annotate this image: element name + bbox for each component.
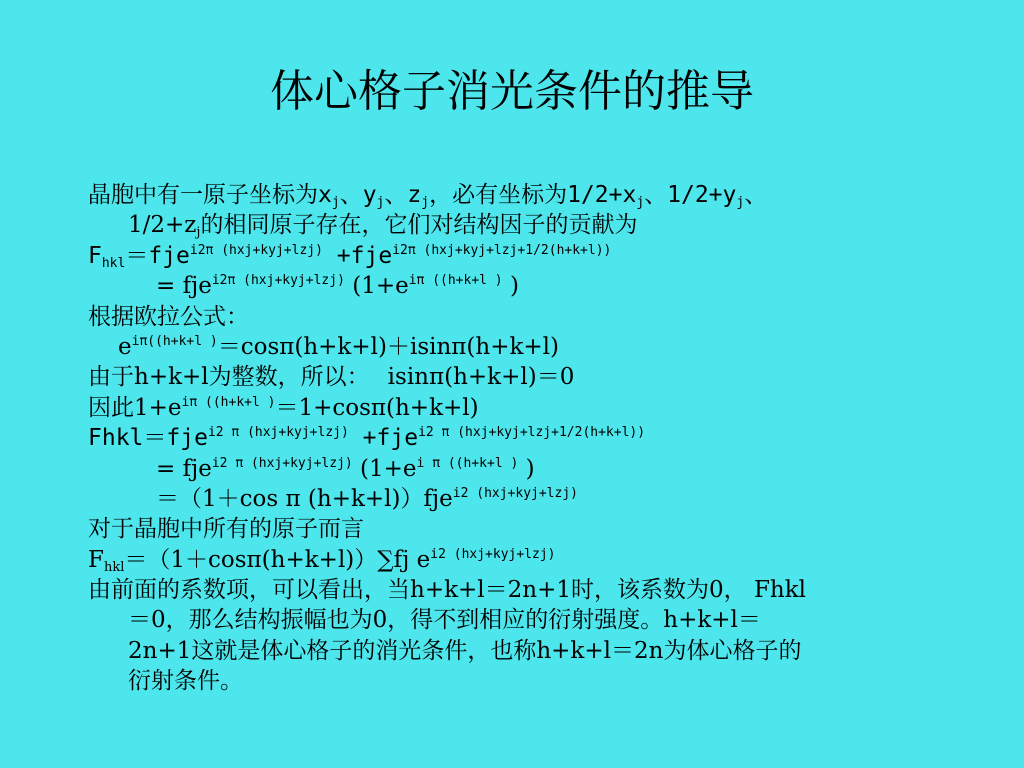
superscript: i2π (hxj+kyj+lzj) — [189, 242, 323, 258]
text: (1+e — [344, 273, 409, 300]
superscript: iπ ((h+k+l ) — [408, 273, 503, 289]
text: 根据欧拉公式： — [88, 303, 249, 330]
superscript: i2 (hxj+kyj+lzj) — [452, 485, 578, 501]
text: 、 — [744, 182, 768, 208]
text: ＝1+cosπ(h+k+l) — [275, 394, 479, 421]
superscript: i2 (hxj+kyj+lzj) — [430, 546, 556, 562]
subscript: j — [736, 195, 745, 210]
text: 由前面的系数项，可以看出，当h+k+l＝2n+1时，该系数为0， Fhkl — [88, 577, 807, 604]
text: 衍射条件。 — [128, 668, 243, 695]
formula-line-euler — [88, 332, 948, 362]
formula-line-2 — [88, 271, 948, 301]
text: ，必有坐标为1/2+x — [429, 182, 637, 208]
text: isinπ(h+k+l)＝0 — [387, 364, 575, 391]
text: F — [88, 546, 104, 573]
formula-line-4 — [88, 454, 948, 484]
text: ) — [502, 273, 519, 300]
superscript: iπ ((h+k+l ) — [181, 394, 276, 410]
text: 、1/2+y — [644, 182, 737, 208]
text-line-euler — [88, 302, 948, 332]
slide-body — [88, 180, 948, 697]
superscript: i2 π (hxj+kyj+lzj) — [207, 425, 349, 441]
text: Fhkl＝fje — [88, 425, 208, 452]
text: ) — [518, 455, 535, 482]
formula-line-3 — [88, 423, 948, 453]
subscript: j — [376, 195, 385, 210]
text-line-conclusion-3 — [88, 636, 948, 666]
subscript: hkl — [103, 559, 125, 575]
text: ＝fje — [125, 242, 190, 269]
text: ＝（1＋cosπ(h+k+l)）∑fj e — [124, 546, 431, 573]
text: 、z — [384, 182, 422, 208]
text: 对于晶胞中所有的原子而言 — [88, 516, 364, 543]
text-line-conclusion-1 — [88, 575, 948, 605]
text: 2n+1这就是体心格子的消光条件，也称h+k+l＝2n为体心格子的 — [128, 637, 802, 664]
text-line-all-atoms — [88, 514, 948, 544]
text: ＝cosπ(h+k+l)＋isinπ(h+k+l) — [217, 333, 560, 360]
superscript: i2 π (hxj+kyj+lzj+1/2(h+k+l)) — [418, 425, 646, 441]
text: 由于h+k+l为整数，所以： — [88, 364, 370, 391]
formula-line-sum — [88, 545, 948, 575]
text: 、y — [339, 182, 377, 208]
formula-line-5 — [88, 484, 948, 514]
formula-line-1 — [88, 241, 948, 271]
text: e — [118, 333, 132, 360]
subscript: j — [636, 195, 645, 210]
superscript: i π ((h+k+l ) — [416, 455, 519, 471]
text-line-1 — [88, 180, 948, 210]
text: 1/2+z — [128, 212, 197, 239]
superscript: i2π (hxj+kyj+lzj) — [211, 273, 345, 289]
text: = fje — [156, 273, 212, 300]
text: = fje — [156, 455, 212, 482]
text: ＝0，那么结构振幅也为0，得不到相应的衍射强度。h+k+l＝ — [128, 607, 761, 634]
text: F — [88, 242, 102, 269]
text-line-2 — [88, 210, 948, 240]
text: 晶胞中有一原子坐标为x — [88, 182, 332, 208]
text-line-integer — [88, 362, 948, 392]
text-line-conclusion-4 — [88, 666, 948, 696]
slide-title: 体心格子消光条件的推导 — [270, 66, 754, 117]
text: 因此1+e — [88, 394, 182, 421]
subscript: j — [331, 195, 340, 210]
text: (1+e — [352, 455, 417, 482]
text: 的相同原子存在，它们对结构因子的贡献为 — [200, 212, 638, 239]
text: +fje — [348, 425, 419, 452]
superscript: i2 π (hxj+kyj+lzj) — [211, 455, 353, 471]
subscript: j — [421, 195, 430, 210]
formula-line-therefore — [88, 393, 948, 423]
text: +fje — [322, 242, 393, 269]
subscript: hkl — [101, 255, 126, 271]
text-line-conclusion-2 — [88, 605, 948, 635]
subscript: j — [196, 225, 201, 241]
superscript: iπ((h+k+l ) — [131, 333, 218, 349]
superscript: i2π (hxj+kyj+lzj+1/2(h+k+l)) — [392, 242, 612, 258]
text: ＝（1＋cos π (h+k+l)）fje — [156, 485, 453, 512]
